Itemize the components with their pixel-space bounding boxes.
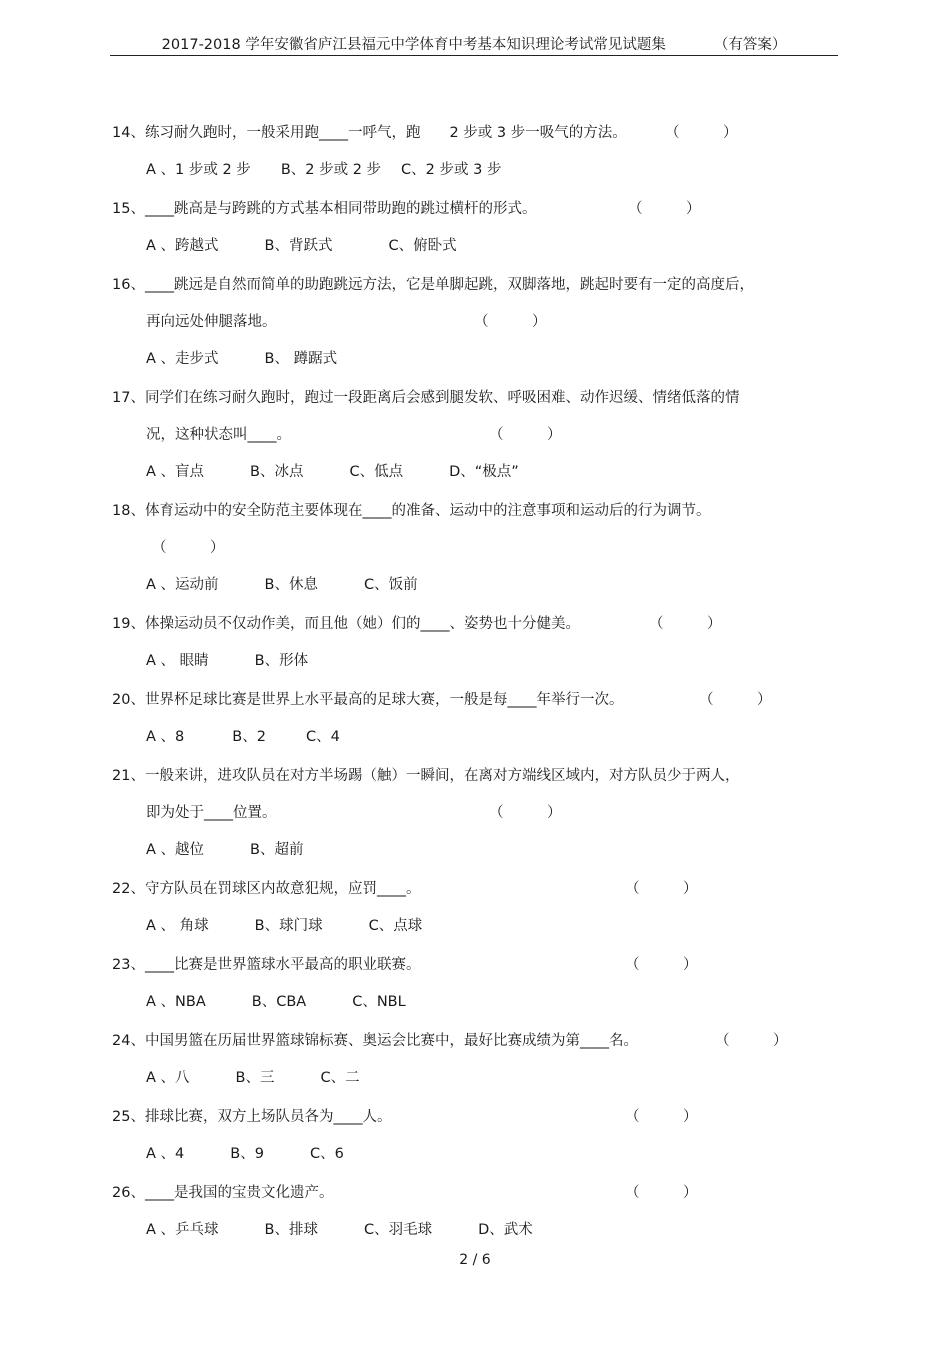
answer-option[interactable]: B、形体 <box>254 653 309 669</box>
answer-option[interactable]: B、 蹲踞式 <box>264 351 338 367</box>
question-text <box>112 1182 832 1219</box>
answer-option[interactable]: A 、 角球 <box>146 918 209 934</box>
answer-option[interactable]: A 、跨越式 <box>146 238 219 254</box>
answer-option[interactable]: C、6 <box>309 1146 344 1162</box>
answer-option[interactable]: A 、乒乓球 <box>146 1222 219 1238</box>
question-text-span: 再向远处伸腿落地。 <box>146 314 277 330</box>
header-rule <box>110 55 838 56</box>
question-text <box>112 613 832 650</box>
question-text-span: 14、练习耐久跑时，一般采用跑____一呼气，跑 2 步或 3 步一吸气的方法。 <box>112 125 627 141</box>
question-text-span: 20、世界杯足球比赛是世界上水平最高的足球大赛，一般是每____年举行一次。 <box>112 692 624 708</box>
answer-option[interactable]: A 、NBA <box>146 994 206 1010</box>
answer-option[interactable]: C、俯卧式 <box>388 238 457 254</box>
answer-parentheses[interactable]: （ ） <box>628 201 701 217</box>
answer-option[interactable]: A 、 眼睛 <box>146 653 209 669</box>
answer-parentheses[interactable]: （ ） <box>699 692 772 708</box>
question-text-span: 24、中国男篮在历届世界篮球锦标赛、奥运会比赛中，最好比赛成绩为第____名。 <box>112 1033 638 1049</box>
answer-parentheses[interactable]: （ ） <box>665 125 738 141</box>
page-header <box>110 36 838 54</box>
answer-options <box>112 159 832 198</box>
answer-options <box>112 991 832 1030</box>
answer-parentheses[interactable]: （ ） <box>152 540 225 556</box>
answer-options <box>112 1143 832 1182</box>
question-text-continued <box>112 424 832 461</box>
answer-option[interactable]: B、9 <box>230 1146 264 1162</box>
answer-options <box>112 915 832 954</box>
answer-options <box>112 348 832 387</box>
answer-parentheses[interactable]: （ ） <box>625 1185 698 1201</box>
answer-option[interactable]: A 、运动前 <box>146 577 219 593</box>
question-item <box>112 1106 832 1182</box>
answer-parentheses[interactable]: （ ） <box>625 881 698 897</box>
answer-options <box>112 726 832 765</box>
answer-options <box>112 650 832 689</box>
answer-options <box>112 461 832 500</box>
question-text-span: 16、____跳远是自然而简单的助跑跳远方法，它是单脚起跳，双脚落地，跳起时要有一定的高度后， <box>112 277 754 293</box>
answer-option[interactable]: A 、越位 <box>146 842 205 858</box>
question-text <box>112 387 832 424</box>
question-list <box>112 122 832 1258</box>
answer-option[interactable]: C、NBL <box>352 994 406 1010</box>
answer-option[interactable]: C、羽毛球 <box>363 1222 433 1238</box>
answer-option[interactable]: C、点球 <box>368 918 423 934</box>
question-item <box>112 1182 832 1258</box>
question-item <box>112 198 832 274</box>
answer-option[interactable]: A 、8 <box>146 729 185 745</box>
answer-parentheses[interactable]: （ ） <box>489 805 562 821</box>
question-text-continued <box>112 802 832 839</box>
question-text-continued <box>112 311 832 348</box>
answer-option[interactable]: A 、走步式 <box>146 351 219 367</box>
question-text <box>112 878 832 915</box>
question-item <box>112 765 832 878</box>
header-title: 2017-2018 学年安徽省庐江县福元中学体育中考基本知识理论考试常见试题集 <box>161 37 666 53</box>
answer-options <box>112 574 832 613</box>
question-text <box>112 954 832 991</box>
answer-option[interactable]: C、二 <box>320 1070 360 1086</box>
question-text-span: 22、守方队员在罚球区内故意犯规，应罚____。 <box>112 881 421 897</box>
answer-parentheses[interactable]: （ ） <box>649 616 722 632</box>
question-text <box>112 122 832 159</box>
question-text-span: 25、排球比赛，双方上场队员各为____人。 <box>112 1109 392 1125</box>
question-text-span: 26、____是我国的宝贵文化遗产。 <box>112 1185 334 1201</box>
answer-option[interactable]: B、球门球 <box>254 918 323 934</box>
answer-option[interactable]: A 、盲点 <box>146 464 205 480</box>
question-item <box>112 274 832 387</box>
answer-parentheses[interactable]: （ ） <box>489 427 562 443</box>
answer-option[interactable]: C、饭前 <box>363 577 418 593</box>
question-text <box>112 500 832 537</box>
answer-option[interactable]: B、冰点 <box>250 464 304 480</box>
page-number: 2 / 6 <box>459 1252 491 1268</box>
answer-option[interactable]: C、低点 <box>349 464 404 480</box>
answer-option[interactable]: D、武术 <box>478 1222 533 1238</box>
question-item <box>112 689 832 765</box>
question-item <box>112 954 832 1030</box>
question-text-span: 即为处于____位置。 <box>146 805 277 821</box>
question-text-span: 17、同学们在练习耐久跑时，跑过一段距离后会感到腿发软、呼吸困难、动作迟缓、情绪低落的情 <box>112 390 740 406</box>
answer-option[interactable]: A 、1 步或 2 步 <box>146 162 251 178</box>
question-text-span: 15、____跳高是与跨跳的方式基本相同带助跑的跳过横杆的形式。 <box>112 201 537 217</box>
answer-option[interactable]: D、“极点” <box>449 464 519 480</box>
question-item <box>112 1030 832 1106</box>
question-item <box>112 122 832 198</box>
question-text <box>112 765 832 802</box>
answer-option[interactable]: C、4 <box>305 729 340 745</box>
question-item <box>112 613 832 689</box>
answer-parentheses[interactable]: （ ） <box>625 1109 698 1125</box>
answer-options <box>112 839 832 878</box>
answer-option[interactable]: B、超前 <box>250 842 304 858</box>
answer-option[interactable]: B、背跃式 <box>264 238 333 254</box>
header-suffix: （有答案） <box>713 37 787 53</box>
answer-option[interactable]: C、2 步或 3 步 <box>401 162 502 178</box>
question-text-continued <box>112 537 832 574</box>
question-item <box>112 878 832 954</box>
question-text <box>112 274 832 311</box>
question-text-span: 19、体操运动员不仅动作美，而且他（她）们的____、姿势也十分健美。 <box>112 616 580 632</box>
answer-option[interactable]: B、休息 <box>264 577 318 593</box>
answer-parentheses[interactable]: （ ） <box>625 957 698 973</box>
question-text-span: 21、一般来讲，进攻队员在对方半场踢（触）一瞬间，在离对方端线区域内，对方队员少于两人， <box>112 768 740 784</box>
question-text <box>112 1030 832 1067</box>
answer-option[interactable]: B、排球 <box>264 1222 318 1238</box>
answer-parentheses[interactable]: （ ） <box>474 314 547 330</box>
question-text <box>112 198 832 235</box>
question-text <box>112 689 832 726</box>
answer-option[interactable]: A 、八 <box>146 1070 190 1086</box>
answer-option[interactable]: B、2 步或 2 步 <box>280 162 382 178</box>
answer-option[interactable]: B、2 <box>232 729 266 745</box>
question-text-span: 18、体育运动中的安全防范主要体现在____的准备、运动中的注意事项和运动后的行为调节。 <box>112 503 711 519</box>
question-text-span: 况，这种状态叫____。 <box>146 427 291 443</box>
answer-option[interactable]: B、三 <box>235 1070 275 1086</box>
answer-options <box>112 235 832 274</box>
answer-parentheses[interactable]: （ ） <box>715 1033 788 1049</box>
answer-options <box>112 1067 832 1106</box>
answer-option[interactable]: B、CBA <box>251 994 307 1010</box>
question-item <box>112 387 832 500</box>
question-text-span: 23、____比赛是世界篮球水平最高的职业联赛。 <box>112 957 421 973</box>
question-item <box>112 500 832 613</box>
answer-option[interactable]: A 、4 <box>146 1146 185 1162</box>
question-text <box>112 1106 832 1143</box>
